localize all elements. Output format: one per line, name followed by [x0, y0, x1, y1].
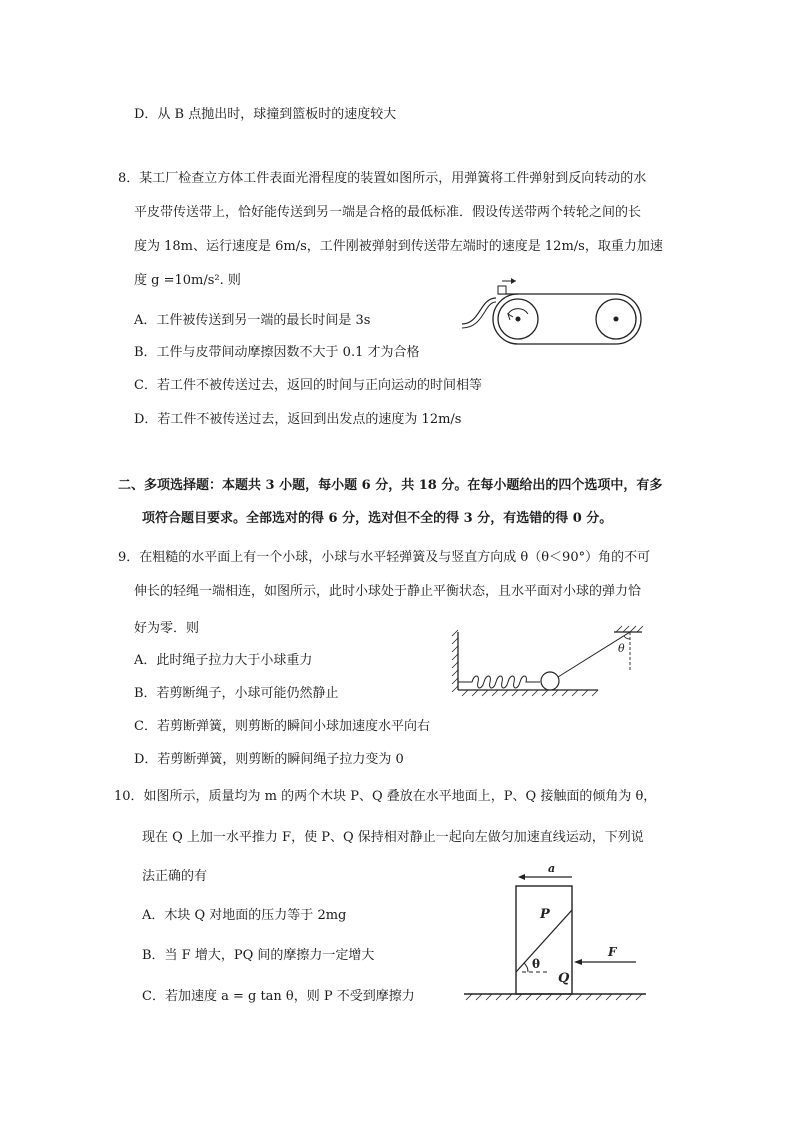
- section2-header-line2: 项符合题目要求。全部选对的得 6 分，选对但不全的得 3 分，有选错的得 0 分。: [142, 511, 613, 526]
- q10-option-b: B．当 F 增大，PQ 间的摩擦力一定增大: [142, 948, 375, 963]
- q10-a-label: a: [548, 862, 556, 875]
- q9-option-c: C．若剪断弹簧，则剪断的瞬间小球加速度水平向右: [134, 719, 430, 734]
- q8-stem-line4: 度 g =10m/s². 则: [134, 273, 241, 288]
- q10-stem-line1: 10．如图所示，质量均为 m 的两个木块 P、Q 叠放在水平地面上，P、Q 接触面的倾角为 θ，: [114, 789, 657, 804]
- q8-stem-line2: 平皮带传送带上，恰好能传送到另一端是合格的最低标准．假设传送带两个转轮之间的长: [134, 205, 642, 220]
- q9-theta-label: θ: [618, 642, 625, 655]
- q10-p-label: P: [540, 907, 550, 922]
- q8-stem-line3: 度为 18m、运行速度是 6m/s，工件刚被弹射到传送带左端时的速度是 12m/s，取重力加速: [134, 239, 663, 254]
- q10-stem-line3: 法正确的有: [142, 869, 208, 884]
- q8-option-d: D．若工件不被传送过去，返回到出发点的速度为 12m/s: [134, 412, 462, 427]
- q10-option-c: C．若加速度 a = g tan θ，则 P 不受到摩擦力: [142, 989, 415, 1004]
- q9-option-a: A．此时绳子拉力大于小球重力: [134, 653, 313, 668]
- q8-option-b: B．工件与皮带间动摩擦因数不大于 0.1 才为合格: [134, 345, 420, 360]
- q9-option-b: B．若剪断绳子，小球可能仍然静止: [134, 686, 339, 701]
- q10-stem-line2: 现在 Q 上加一水平推力 F，使 P、Q 保持相对静止一起向左做匀加速直线运动，下列说: [142, 830, 644, 845]
- q9-option-d: D．若剪断弹簧，则剪断的瞬间绳子拉力变为 0: [134, 752, 404, 767]
- q9-spring-ball-figure: [448, 624, 644, 702]
- q10-f-label: F: [608, 945, 617, 959]
- q8-option-c: C．若工件不被传送过去，返回的时间与正向运动的时间相等: [134, 378, 482, 393]
- q9-stem-line3: 好为零．则: [134, 621, 200, 636]
- q10-blocks-figure: [460, 860, 650, 1004]
- q10-q-label: Q: [558, 971, 570, 986]
- q8-stem-line1: 8．某工厂检查立方体工件表面光滑程度的装置如图所示，用弹簧将工件弹射到反向转动的水: [118, 171, 647, 186]
- q8-option-a: A．工件被传送到另一端的最长时间是 3s: [134, 313, 371, 328]
- q8-conveyor-figure: [458, 276, 648, 348]
- q10-theta-label: θ: [532, 957, 541, 971]
- q9-stem-line1: 9．在粗糙的水平面上有一个小球，小球与水平轻弹簧及与竖直方向成 θ（θ＜90°）角的不可: [118, 550, 651, 565]
- q10-option-a: A．木块 Q 对地面的压力等于 2mg: [142, 908, 347, 923]
- q7-option-d: D．从 B 点抛出时，球撞到篮板时的速度较大: [134, 107, 397, 122]
- q9-stem-line2: 伸长的轻绳一端相连，如图所示，此时小球处于静止平衡状态，且水平面对小球的弹力恰: [134, 584, 642, 599]
- section2-header-line1: 二、多项选择题：本题共 3 小题，每小题 6 分，共 18 分。在每小题给出的四个选项中，有多: [118, 478, 663, 493]
